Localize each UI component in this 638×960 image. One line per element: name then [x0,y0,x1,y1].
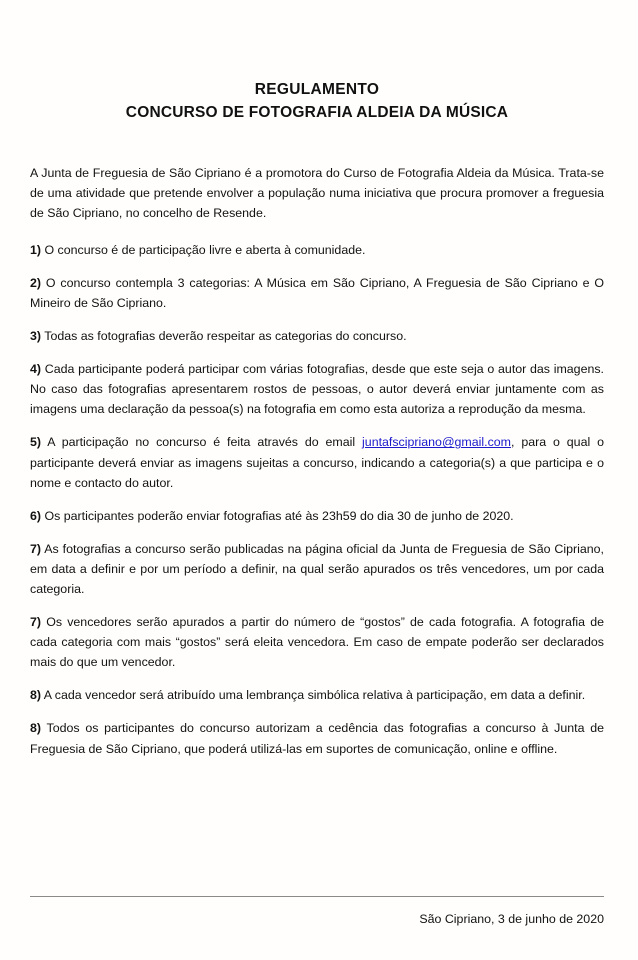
clause-2-number: 2) [30,275,42,290]
clause-4-number: 4) [30,362,42,377]
clause-5-text-before: A participação no concurso é feita através do email [41,435,363,450]
clause-8b [30,718,604,758]
clause-7b-text: Os vencedores serão apurados a partir do número de “gostos” de cada fotografia. A fotografia de cada categoria com mais “gostos” será eleita vencedora. Em caso de empate poderão ser declarados mais do que um vencedor. [30,615,604,670]
clause-8a-number: 8) [30,688,42,703]
clause-5-text-after: , para o qual o participante deverá enviar as imagens sujeitas a concurso, indicando a categoria(s) a que participa e o nome e contacto do autor. [30,435,604,490]
clause-7b [30,612,604,672]
clause-8b-text: Todos os participantes do concurso autorizam a cedência das fotografias a concurso à Junta de Freguesia de São Cipriano, que poderá utilizá-las em suportes de comunicação, online e offline. [30,721,604,756]
clause-8b-number: 8) [30,721,42,736]
clause-6 [30,506,604,526]
page-title-primary: REGULAMENTO [254,81,380,98]
page-title-secondary: CONCURSO DE FOTOGRAFIA ALDEIA DA MÚSICA [125,104,509,122]
document-title-block [30,78,604,125]
footer-divider [30,896,604,897]
clause-2 [30,273,604,313]
footer-place-date: São Cipriano, 3 de junho de 2020 [419,912,604,926]
clause-2-text: O concurso contempla 3 categorias: A Música em São Cipriano, A Freguesia de São Cipriano e O Mineiro de São Cipriano. [30,275,604,310]
clause-1-number: 1) [30,242,42,257]
clause-8a [30,685,604,705]
clause-3-number: 3) [30,329,42,344]
clause-7a [30,539,604,599]
clause-1-text: O concurso é de participação livre e aberta à comunidade. [41,242,366,257]
clause-7a-text: As fotografias a concurso serão publicadas na página oficial da Junta de Freguesia de São Cipriano, em data a definir e por um período a definir, na qual serão apurados os três vencedores, um por cada categoria. [30,541,604,596]
clause-3 [30,326,604,346]
clause-1 [30,240,604,260]
clause-8a-text: A cada vencedor será atribuído uma lembrança simbólica relativa à participação, em data a definir. [41,688,586,703]
contact-email-link[interactable]: juntafscipriano@gmail.com [362,435,511,450]
clause-5 [30,432,604,492]
clause-4 [30,359,604,419]
clause-3-text: Todas as fotografias deverão respeitar as categorias do concurso. [41,329,407,344]
intro-paragraph: A Junta de Freguesia de São Cipriano é a promotora do Curso de Fotografia Aldeia da Música. Trata-se de uma atividade que pretende envolver a população numa iniciativa que procura promover a freguesia de São Cipriano, no concelho de Resende. [30,165,604,220]
clause-6-text: Os participantes poderão enviar fotografias até às 23h59 do dia 30 de junho de 2020. [41,508,514,523]
clause-6-number: 6) [30,508,42,523]
clause-7a-number: 7) [30,541,42,556]
clause-7b-number: 7) [30,615,42,630]
clause-5-number: 5) [30,435,42,450]
clause-4-text: Cada participante poderá participar com várias fotografias, desde que este seja o autor das imagens. No caso das fotografias apresentarem rostos de pessoas, o autor deverá enviar juntamente com as imagens uma declaração da pessoa(s) na fotografia em como esta autoriza a reprodução da mesma. [30,362,604,417]
